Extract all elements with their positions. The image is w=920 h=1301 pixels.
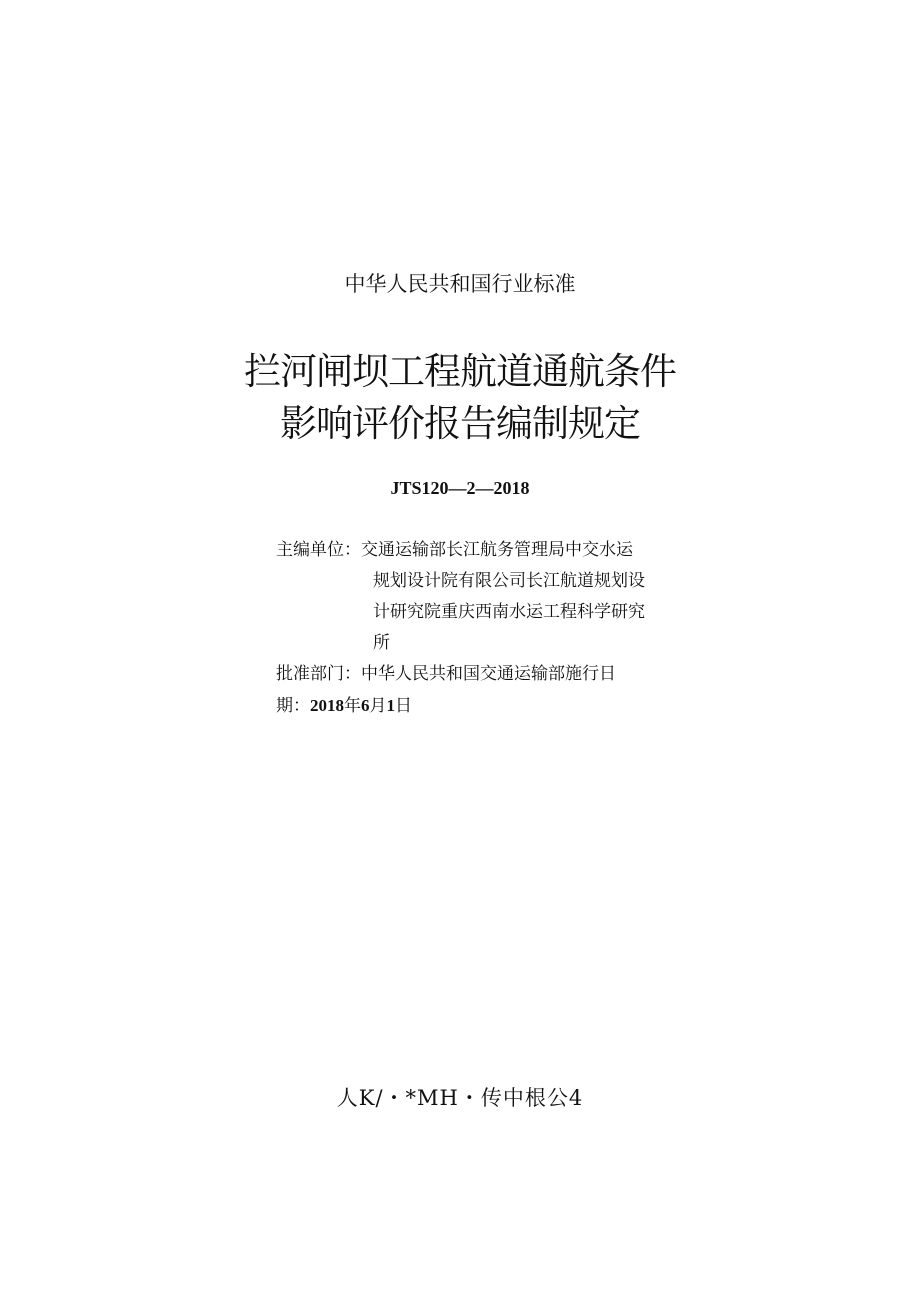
title-line-1: 拦河闸坝工程航道通航条件 xyxy=(244,350,676,393)
standard-code: JTS120—2—2018 xyxy=(390,478,530,498)
date-prefix: 期： xyxy=(276,696,310,716)
date-day: 1 xyxy=(386,696,395,715)
approval-line: 批准部门：中华人民共和国交通运输部施行日 xyxy=(276,664,616,684)
document-info xyxy=(276,535,686,722)
editor-line-2: 规划设计院有限公司长江航道规划设 xyxy=(373,571,645,591)
date-month: 6 xyxy=(361,696,370,715)
date-day-unit: 日 xyxy=(395,696,412,716)
editor-line-1: 主编单位：交通运输部长江航务管理局中交水运 xyxy=(276,540,633,560)
title-line-2: 影响评价报告编制规定 xyxy=(280,402,640,445)
publisher: 人K/・*MH・传中根公4 xyxy=(336,1086,584,1110)
date-year: 2018 xyxy=(310,696,344,715)
editor-line-4: 所 xyxy=(373,633,390,653)
editor-line-3: 计研究院重庆西南水运工程科学研究 xyxy=(373,602,645,622)
standard-category: 中华人民共和国行业标准 xyxy=(344,272,576,296)
document-title xyxy=(0,346,920,450)
date-month-unit: 月 xyxy=(369,696,387,716)
effective-date xyxy=(276,690,686,722)
date-year-unit: 年 xyxy=(344,696,361,716)
